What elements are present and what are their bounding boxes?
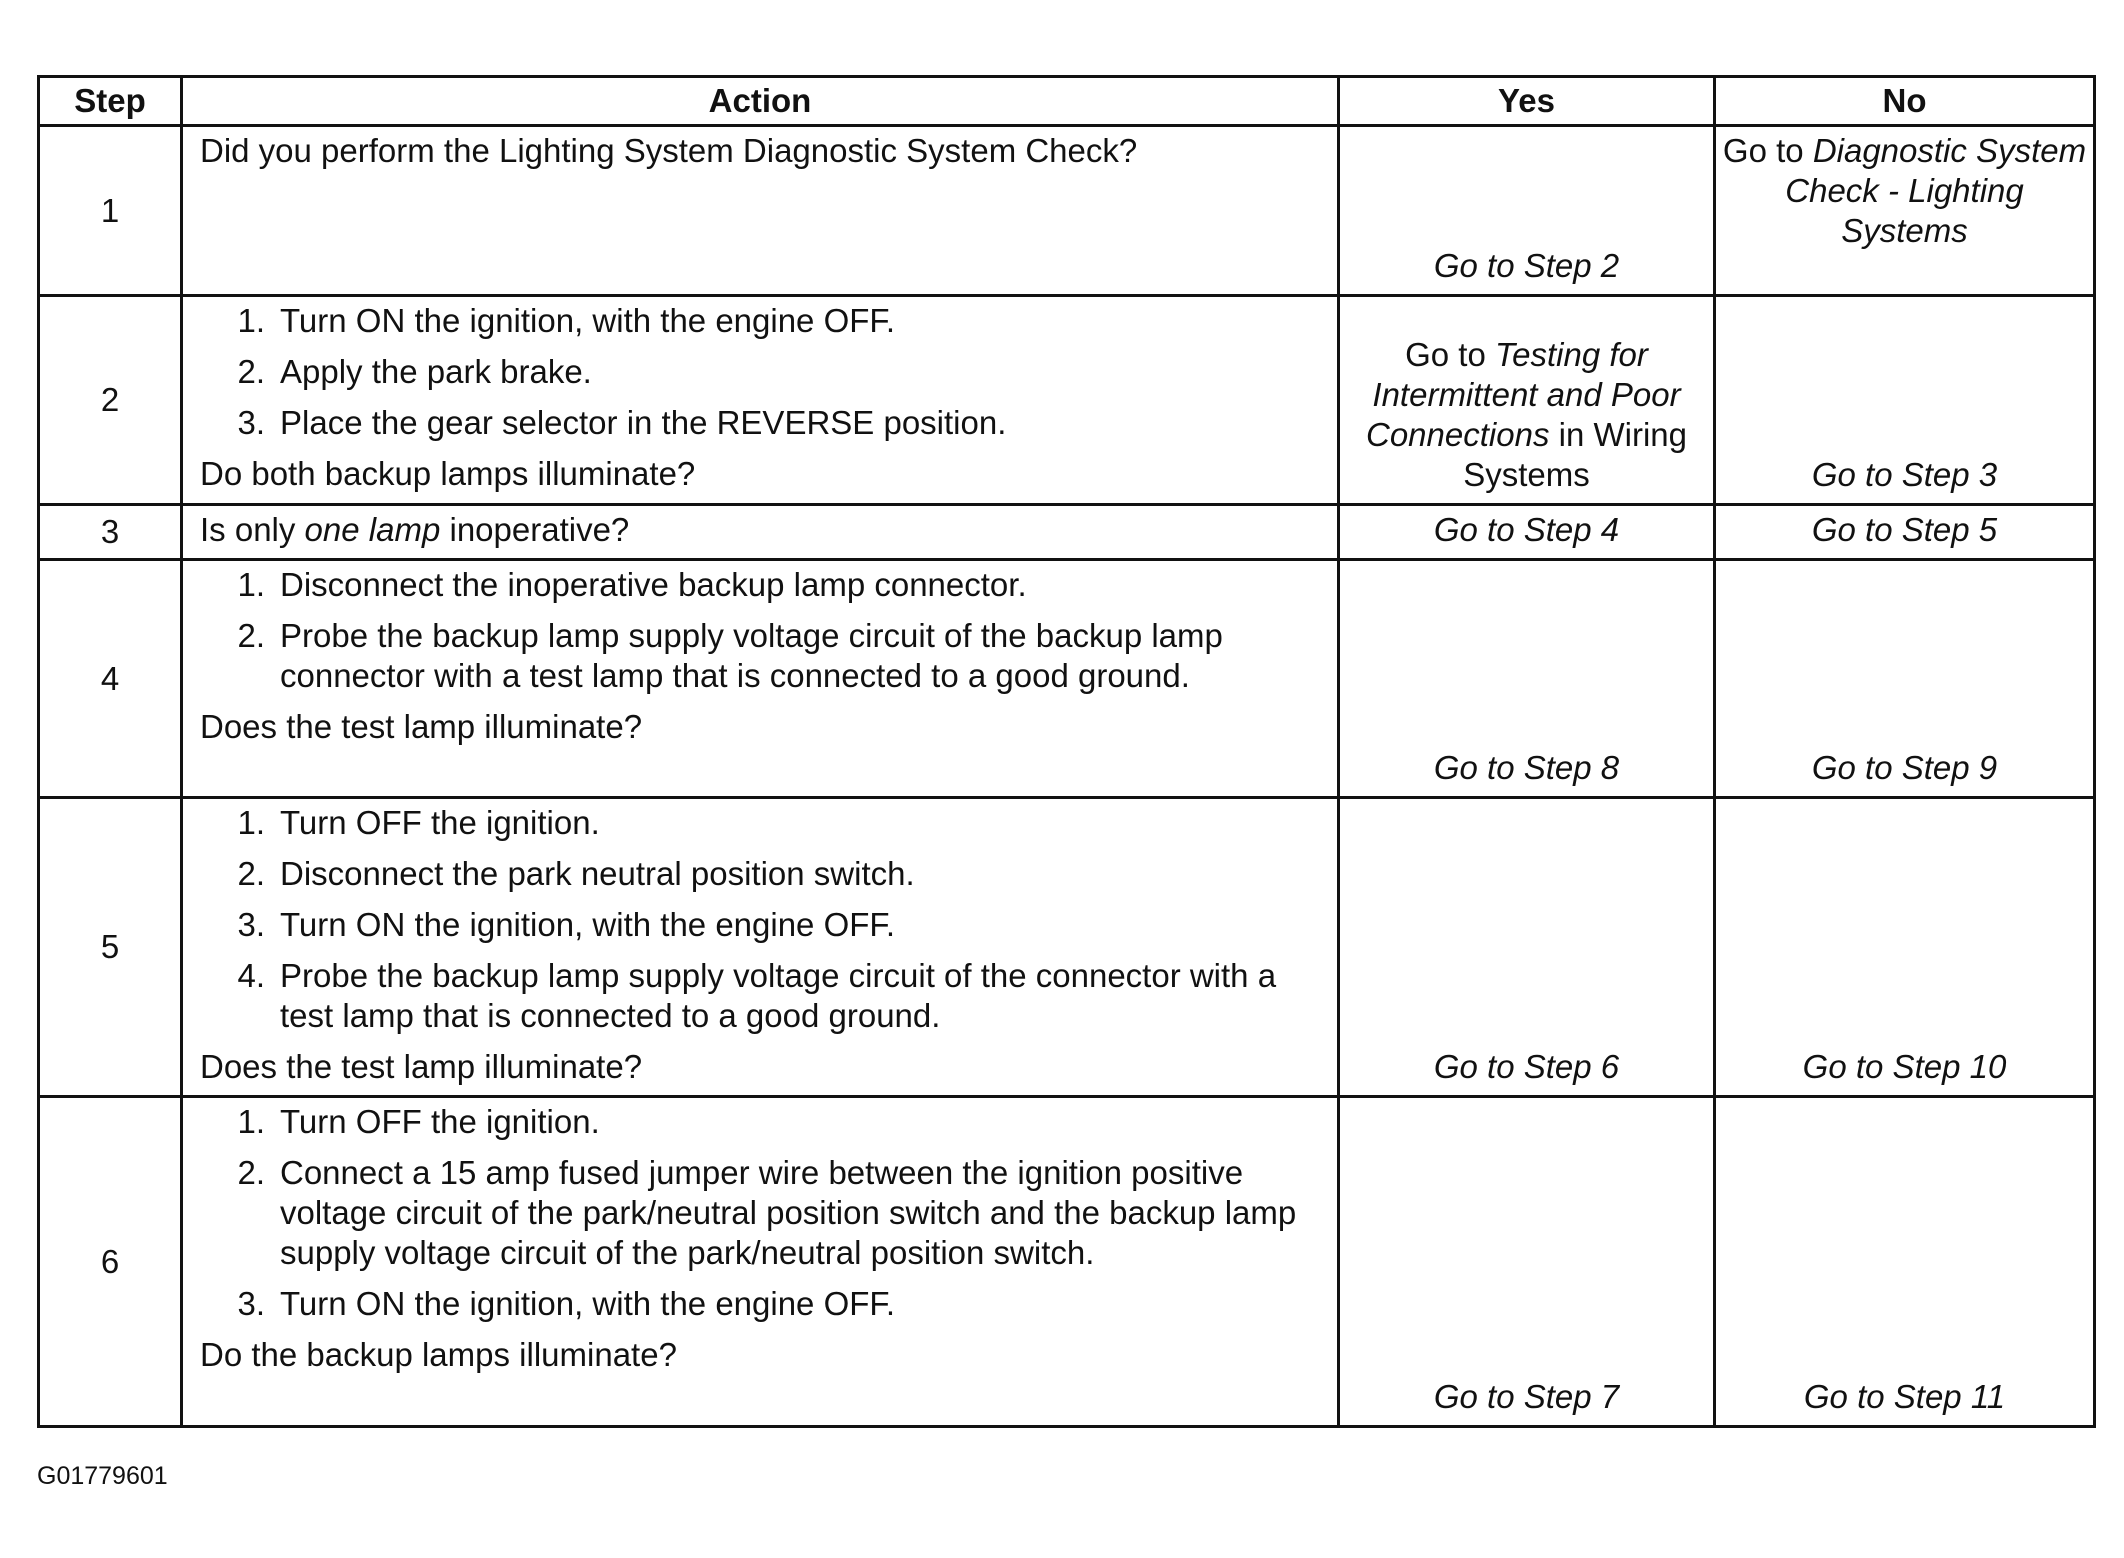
question-text <box>200 1047 1325 1087</box>
instruction-number: 1. <box>237 566 265 603</box>
instruction-item <box>200 565 1325 605</box>
result-no-cell <box>1715 798 2095 1097</box>
question-text <box>200 510 1325 550</box>
step-number: 5 <box>39 798 182 1097</box>
instruction-number: 2. <box>237 1154 265 1191</box>
header-step: Step <box>39 77 182 126</box>
result-link: Go to Step 8 <box>1433 749 1620 786</box>
question-part: inoperative? <box>440 511 630 548</box>
question-part: Do the backup lamps illuminate? <box>200 1336 677 1373</box>
table-body <box>39 126 2095 1427</box>
instruction-item <box>200 854 1325 894</box>
step-number: 3 <box>39 505 182 560</box>
table-row <box>39 296 2095 505</box>
result-suffix: in Wiring Systems <box>1463 416 1687 493</box>
table-row <box>39 126 2095 296</box>
table-row <box>39 798 2095 1097</box>
instruction-number: 2. <box>237 353 265 390</box>
action-cell <box>182 560 1339 798</box>
diagnostic-table <box>37 75 2096 1428</box>
instruction-number: 1. <box>237 804 265 841</box>
instruction-text: Disconnect the park neutral position switch. <box>280 855 915 892</box>
header-row <box>39 77 2095 126</box>
question-part: Did you perform the Lighting System Diagnostic System Check? <box>200 132 1138 169</box>
step-number: 6 <box>39 1097 182 1427</box>
question-part: Is only <box>200 511 305 548</box>
action-cell <box>182 798 1339 1097</box>
step-number: 1 <box>39 126 182 296</box>
instruction-item <box>200 1102 1325 1142</box>
result-no-cell <box>1715 560 2095 798</box>
table-row <box>39 1097 2095 1427</box>
instruction-item <box>200 352 1325 392</box>
table-row <box>39 505 2095 560</box>
result-link: Go to Step 5 <box>1811 511 1998 548</box>
result-link: Go to Step 9 <box>1811 749 1998 786</box>
result-link: Go to Step 6 <box>1433 1048 1620 1085</box>
result-link: Go to Step 3 <box>1811 456 1998 493</box>
instruction-text: Place the gear selector in the REVERSE position. <box>280 404 1007 441</box>
table-row <box>39 560 2095 798</box>
result-yes-cell <box>1339 505 1715 560</box>
instruction-text: Turn ON the ignition, with the engine OFF. <box>280 302 896 339</box>
result-no-cell <box>1715 505 2095 560</box>
instruction-text: Connect a 15 amp fused jumper wire between the ignition positive voltage circuit of the park/neutral position switch and the backup lamp supply voltage circuit of the park/neutral position switch. <box>280 1154 1297 1271</box>
instruction-item <box>200 956 1325 1036</box>
question-text <box>200 131 1325 171</box>
figure-id: G01779601 <box>37 1462 168 1490</box>
instruction-number: 3. <box>237 1285 265 1322</box>
instruction-item <box>200 803 1325 843</box>
result-no-cell <box>1715 296 2095 505</box>
instruction-number: 3. <box>237 906 265 943</box>
question-part: Do both backup lamps illuminate? <box>200 455 696 492</box>
result-no-cell <box>1715 126 2095 296</box>
header-action: Action <box>182 77 1339 126</box>
result-yes-cell <box>1339 126 1715 296</box>
result-prefix: Go to <box>1405 336 1495 373</box>
result-link: Testing for Intermittent and Poor Connections <box>1366 336 1681 453</box>
instruction-number: 2. <box>237 855 265 892</box>
result-no-cell <box>1715 1097 2095 1427</box>
instruction-text: Turn ON the ignition, with the engine OFF. <box>280 1285 896 1322</box>
instruction-list <box>200 1102 1325 1324</box>
instruction-number: 2. <box>237 617 265 654</box>
result-link: Go to Step 11 <box>1803 1378 2006 1415</box>
result-link: Go to Step 2 <box>1433 247 1620 284</box>
instruction-item <box>200 905 1325 945</box>
instruction-item <box>200 403 1325 443</box>
instruction-item <box>200 1153 1325 1273</box>
instruction-list <box>200 565 1325 696</box>
instruction-item <box>200 1284 1325 1324</box>
instruction-text: Turn ON the ignition, with the engine OFF. <box>280 906 896 943</box>
result-link: Go to Step 10 <box>1802 1048 2007 1085</box>
instruction-text: Probe the backup lamp supply voltage circuit of the backup lamp connector with a test lamp that is connected to a good ground. <box>280 617 1223 694</box>
result-link: Go to Step 4 <box>1433 511 1620 548</box>
question-text <box>200 707 1325 747</box>
step-number: 2 <box>39 296 182 505</box>
result-yes-cell <box>1339 798 1715 1097</box>
instruction-item <box>200 616 1325 696</box>
action-cell <box>182 1097 1339 1427</box>
result-yes-cell <box>1339 296 1715 505</box>
header-no: No <box>1715 77 2095 126</box>
question-part: Does the test lamp illuminate? <box>200 1048 643 1085</box>
instruction-number: 3. <box>237 404 265 441</box>
instruction-list <box>200 301 1325 443</box>
result-prefix: Go to <box>1722 132 1813 169</box>
action-cell <box>182 505 1339 560</box>
instruction-list <box>200 803 1325 1036</box>
question-part: Does the test lamp illuminate? <box>200 708 643 745</box>
result-yes-cell <box>1339 560 1715 798</box>
question-part: one lamp <box>304 511 441 548</box>
instruction-number: 1. <box>237 1103 265 1140</box>
instruction-text: Probe the backup lamp supply voltage circuit of the connector with a test lamp that is connected to a good ground. <box>280 957 1277 1034</box>
step-number: 4 <box>39 560 182 798</box>
result-link: Diagnostic System Check - Lighting Systems <box>1785 132 2087 249</box>
result-yes-cell <box>1339 1097 1715 1427</box>
header-yes: Yes <box>1339 77 1715 126</box>
instruction-text: Turn OFF the ignition. <box>280 1103 600 1140</box>
action-cell <box>182 126 1339 296</box>
instruction-text: Turn OFF the ignition. <box>280 804 600 841</box>
instruction-text: Apply the park brake. <box>280 353 592 390</box>
instruction-item <box>200 301 1325 341</box>
instruction-number: 1. <box>237 302 265 339</box>
question-text <box>200 1335 1325 1375</box>
instruction-number: 4. <box>237 957 265 994</box>
result-link: Go to Step 7 <box>1433 1378 1620 1415</box>
instruction-text: Disconnect the inoperative backup lamp connector. <box>280 566 1027 603</box>
action-cell <box>182 296 1339 505</box>
question-text <box>200 454 1325 494</box>
